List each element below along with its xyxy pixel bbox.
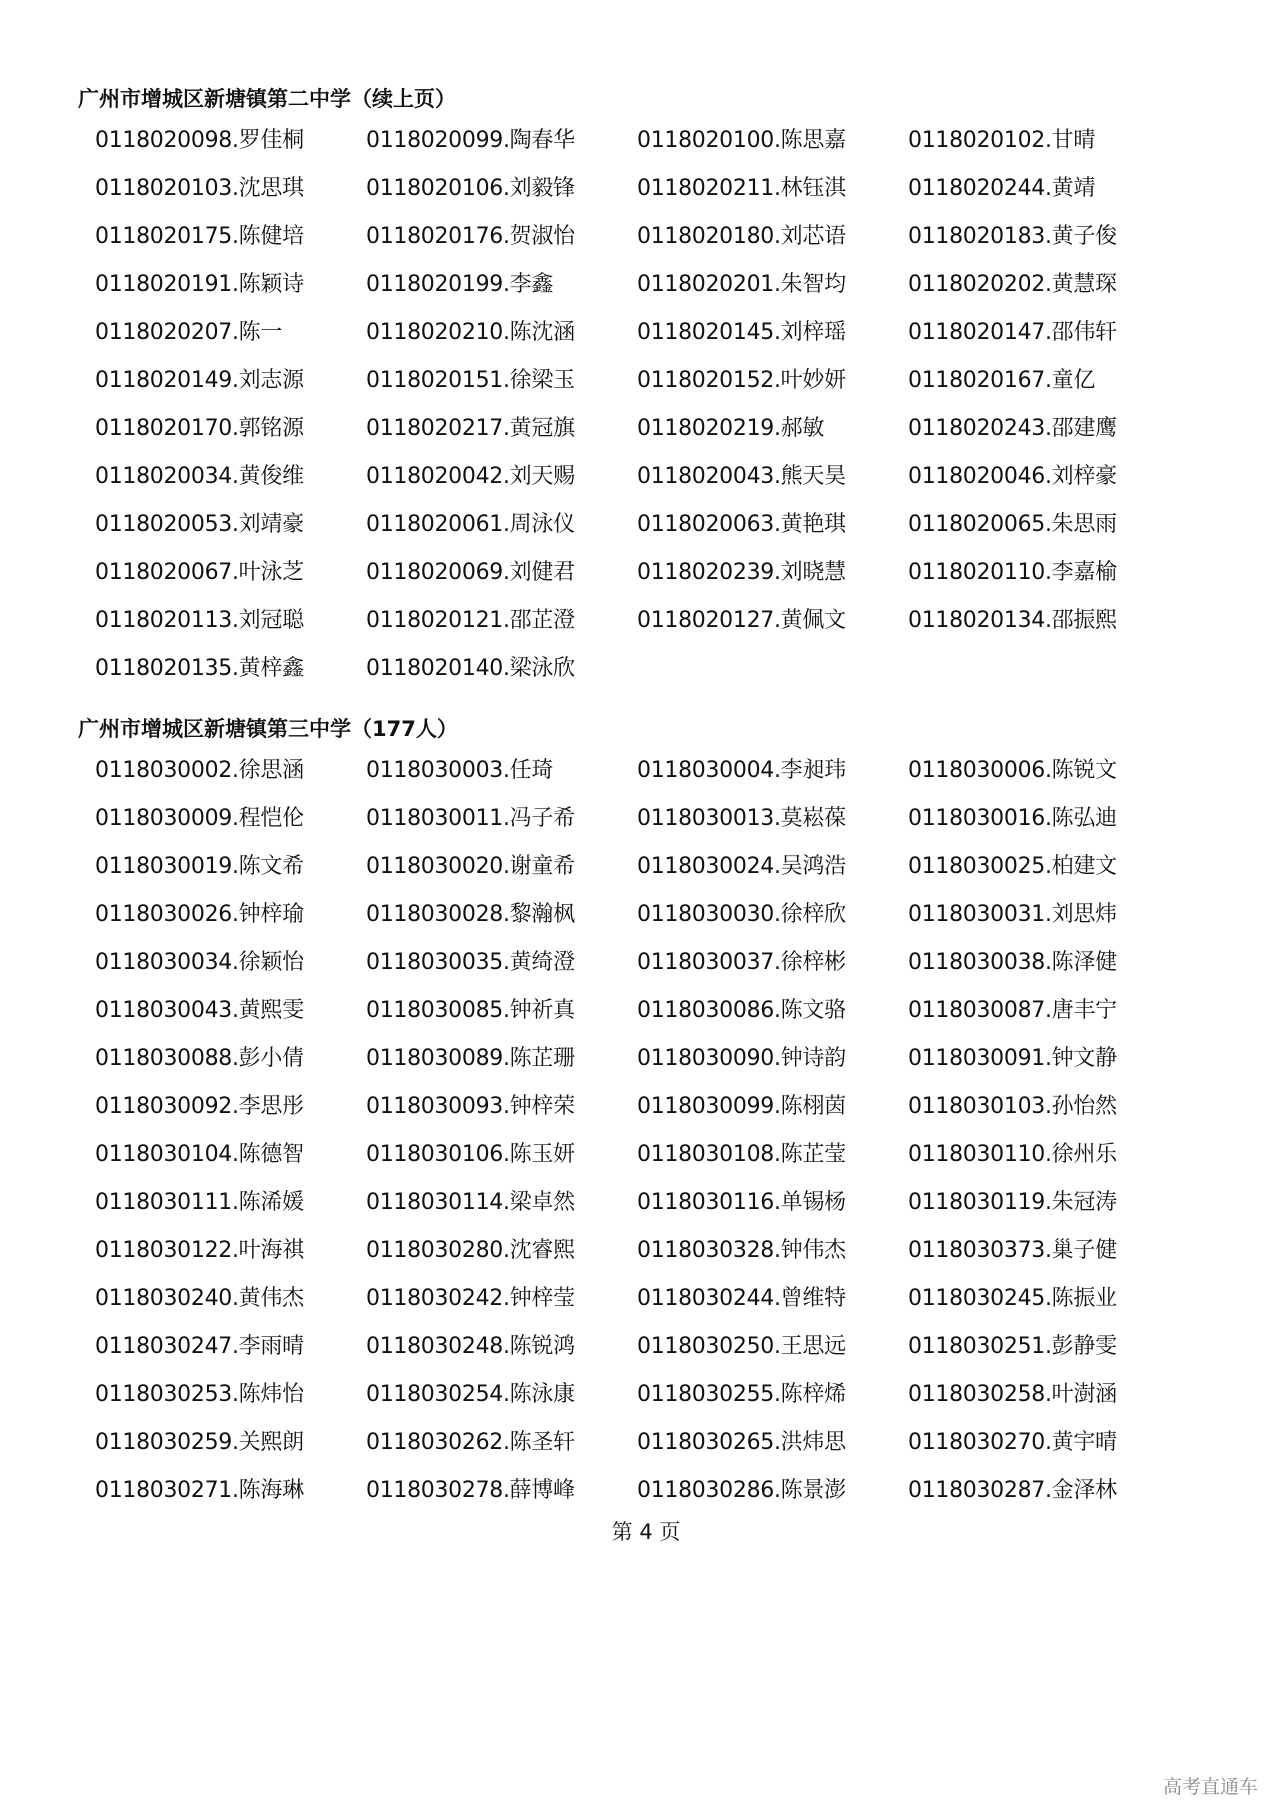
student-entry: 0118020145.刘梓瑶	[637, 320, 846, 345]
student-entry: 0118030089.陈芷珊	[366, 1046, 575, 1071]
page-number: 第 4 页	[611, 1520, 681, 1544]
student-entry: 0118020243.邵建鹰	[908, 416, 1117, 441]
student-entry: 0118030024.吴鸿浩	[637, 854, 846, 879]
list-row	[0, 126, 1280, 156]
student-entry: 0118030119.朱冠涛	[908, 1190, 1117, 1215]
student-entry: 0118020191.陈颖诗	[95, 272, 304, 297]
student-entry: 0118020180.刘芯语	[637, 224, 846, 249]
list-row	[0, 366, 1280, 396]
student-entry: 0118020046.刘梓豪	[908, 464, 1117, 489]
student-entry: 0118020210.陈沈涵	[366, 320, 575, 345]
student-entry: 0118030286.陈景澎	[637, 1478, 846, 1503]
student-entry: 0118020217.黄冠旗	[366, 416, 575, 441]
student-entry: 0118030245.陈振业	[908, 1286, 1117, 1311]
student-entry: 0118020067.叶泳芝	[95, 560, 304, 585]
student-entry: 0118030262.陈圣轩	[366, 1430, 575, 1455]
student-entry: 0118020069.刘健君	[366, 560, 575, 585]
student-entry: 0118030271.陈海琳	[95, 1478, 304, 1503]
list-row	[0, 270, 1280, 300]
student-entry: 0118030034.徐颖怡	[95, 950, 304, 975]
student-entry: 0118030091.钟文静	[908, 1046, 1117, 1071]
list-row	[0, 318, 1280, 348]
student-entry: 0118030035.黄绮澄	[366, 950, 575, 975]
student-entry: 0118020113.刘冠聪	[95, 608, 304, 633]
student-entry: 0118030110.徐州乐	[908, 1142, 1117, 1167]
student-entry: 0118020053.刘靖豪	[95, 512, 304, 537]
student-entry: 0118030016.陈弘迪	[908, 806, 1117, 831]
student-entry: 0118030373.巢子健	[908, 1238, 1117, 1263]
student-entry: 0118030002.徐思涵	[95, 758, 304, 783]
student-entry: 0118020239.刘晓慧	[637, 560, 846, 585]
student-entry: 0118030259.关熙朗	[95, 1430, 304, 1455]
student-entry: 0118030090.钟诗韵	[637, 1046, 846, 1071]
student-entry: 0118030086.陈文骆	[637, 998, 846, 1023]
student-entry: 0118020102.甘晴	[908, 128, 1096, 153]
student-entry: 0118020201.朱智均	[637, 272, 846, 297]
student-entry: 0118020127.黄佩文	[637, 608, 846, 633]
watermark: 高考直通车	[1162, 1776, 1258, 1798]
student-entry: 0118030122.叶海祺	[95, 1238, 304, 1263]
list-row	[0, 510, 1280, 540]
list-row	[0, 606, 1280, 636]
list-row	[0, 1476, 1280, 1506]
student-entry: 0118020167.童亿	[908, 368, 1096, 393]
list-row	[0, 1140, 1280, 1170]
list-row	[0, 1092, 1280, 1122]
student-entry: 0118020151.徐梁玉	[366, 368, 575, 393]
student-entry: 0118030028.黎瀚枫	[366, 902, 575, 927]
student-entry: 0118020134.邵振熙	[908, 608, 1117, 633]
student-entry: 0118030248.陈锐鸿	[366, 1334, 575, 1359]
student-entry: 0118030019.陈文希	[95, 854, 304, 879]
student-entry: 0118030088.彭小倩	[95, 1046, 304, 1071]
student-entry: 0118020170.郭铭源	[95, 416, 304, 441]
student-entry: 0118030251.彭静雯	[908, 1334, 1117, 1359]
student-entry: 0118020061.周泳仪	[366, 512, 575, 537]
student-entry: 0118030242.钟梓莹	[366, 1286, 575, 1311]
student-entry: 0118020175.陈健培	[95, 224, 304, 249]
list-row	[0, 222, 1280, 252]
student-entry: 0118020152.叶妙妍	[637, 368, 846, 393]
list-row	[0, 1236, 1280, 1266]
student-entry: 0118020099.陶春华	[366, 128, 575, 153]
student-entry: 0118020042.刘天赐	[366, 464, 575, 489]
student-entry: 0118020098.罗佳桐	[95, 128, 304, 153]
student-entry: 0118020149.刘志源	[95, 368, 304, 393]
student-entry: 0118030103.孙怡然	[908, 1094, 1117, 1119]
student-entry: 0118030038.陈泽健	[908, 950, 1117, 975]
section-heading: 广州市增城区新塘镇第三中学（177人）	[78, 717, 458, 741]
list-row	[0, 1428, 1280, 1458]
list-row	[0, 1284, 1280, 1314]
list-row	[0, 462, 1280, 492]
list-row	[0, 654, 1280, 684]
student-entry: 0118020219.郝敏	[637, 416, 825, 441]
student-entry: 0118030092.李思彤	[95, 1094, 304, 1119]
student-entry: 0118030093.钟梓荣	[366, 1094, 575, 1119]
student-entry: 0118020065.朱思雨	[908, 512, 1117, 537]
student-entry: 0118020140.梁泳欣	[366, 656, 575, 681]
student-entry: 0118020135.黄梓鑫	[95, 656, 304, 681]
student-entry: 0118030240.黄伟杰	[95, 1286, 304, 1311]
list-row	[0, 1188, 1280, 1218]
list-row	[0, 996, 1280, 1026]
list-row	[0, 756, 1280, 786]
student-entry: 0118030280.沈睿熙	[366, 1238, 575, 1263]
student-entry: 0118030265.洪炜思	[637, 1430, 846, 1455]
student-entry: 0118030026.钟梓瑜	[95, 902, 304, 927]
student-entry: 0118020211.林钰淇	[637, 176, 846, 201]
student-entry: 0118020106.刘毅锋	[366, 176, 575, 201]
student-entry: 0118020063.黄艳琪	[637, 512, 846, 537]
student-entry: 0118030104.陈德智	[95, 1142, 304, 1167]
list-row	[0, 804, 1280, 834]
student-entry: 0118030270.黄宇晴	[908, 1430, 1117, 1455]
student-entry: 0118020147.邵伟轩	[908, 320, 1117, 345]
student-entry: 0118030278.薛博峰	[366, 1478, 575, 1503]
student-entry: 0118030250.王思远	[637, 1334, 846, 1359]
student-entry: 0118030254.陈泳康	[366, 1382, 575, 1407]
student-entry: 0118030287.金泽林	[908, 1478, 1117, 1503]
student-entry: 0118030328.钟伟杰	[637, 1238, 846, 1263]
student-entry: 0118030013.莫崧葆	[637, 806, 846, 831]
student-entry: 0118030006.陈锐文	[908, 758, 1117, 783]
student-entry: 0118030116.单锡杨	[637, 1190, 846, 1215]
student-entry: 0118030009.程恺伦	[95, 806, 304, 831]
student-entry: 0118020034.黄俊维	[95, 464, 304, 489]
student-entry: 0118020199.李鑫	[366, 272, 554, 297]
list-row	[0, 1044, 1280, 1074]
list-row	[0, 414, 1280, 444]
list-row	[0, 852, 1280, 882]
student-entry: 0118030108.陈芷莹	[637, 1142, 846, 1167]
student-entry: 0118020110.李嘉榆	[908, 560, 1117, 585]
list-row	[0, 900, 1280, 930]
student-entry: 0118030253.陈炜怡	[95, 1382, 304, 1407]
student-entry: 0118030031.刘思炜	[908, 902, 1117, 927]
student-entry: 0118030087.唐丰宁	[908, 998, 1117, 1023]
student-entry: 0118020244.黄靖	[908, 176, 1096, 201]
list-row	[0, 558, 1280, 588]
student-entry: 0118030003.任琦	[366, 758, 554, 783]
student-entry: 0118030099.陈栩茵	[637, 1094, 846, 1119]
student-entry: 0118030114.梁卓然	[366, 1190, 575, 1215]
student-entry: 0118030043.黄熙雯	[95, 998, 304, 1023]
student-entry: 0118020207.陈一	[95, 320, 283, 345]
student-entry: 0118030025.柏建文	[908, 854, 1117, 879]
student-entry: 0118030020.谢童希	[366, 854, 575, 879]
student-entry: 0118030004.李昶玮	[637, 758, 846, 783]
student-entry: 0118030247.李雨晴	[95, 1334, 304, 1359]
student-entry: 0118020103.沈思琪	[95, 176, 304, 201]
list-row	[0, 1380, 1280, 1410]
student-entry: 0118030011.冯子希	[366, 806, 575, 831]
student-entry: 0118030030.徐梓欣	[637, 902, 846, 927]
student-entry: 0118030111.陈浠媛	[95, 1190, 304, 1215]
student-entry: 0118030106.陈玉妍	[366, 1142, 575, 1167]
student-entry: 0118030085.钟祈真	[366, 998, 575, 1023]
student-entry: 0118030258.叶澍涵	[908, 1382, 1117, 1407]
student-entry: 0118020202.黄慧琛	[908, 272, 1117, 297]
student-entry: 0118020183.黄子俊	[908, 224, 1117, 249]
list-row	[0, 948, 1280, 978]
student-entry: 0118020043.熊天昊	[637, 464, 846, 489]
student-entry: 0118030255.陈梓烯	[637, 1382, 846, 1407]
student-entry: 0118030244.曾维特	[637, 1286, 846, 1311]
list-row	[0, 174, 1280, 204]
student-entry: 0118020100.陈思嘉	[637, 128, 846, 153]
student-entry: 0118030037.徐梓彬	[637, 950, 846, 975]
section-heading: 广州市增城区新塘镇第二中学（续上页）	[78, 87, 456, 111]
list-row	[0, 1332, 1280, 1362]
student-entry: 0118020121.邵芷澄	[366, 608, 575, 633]
student-entry: 0118020176.贺淑怡	[366, 224, 575, 249]
